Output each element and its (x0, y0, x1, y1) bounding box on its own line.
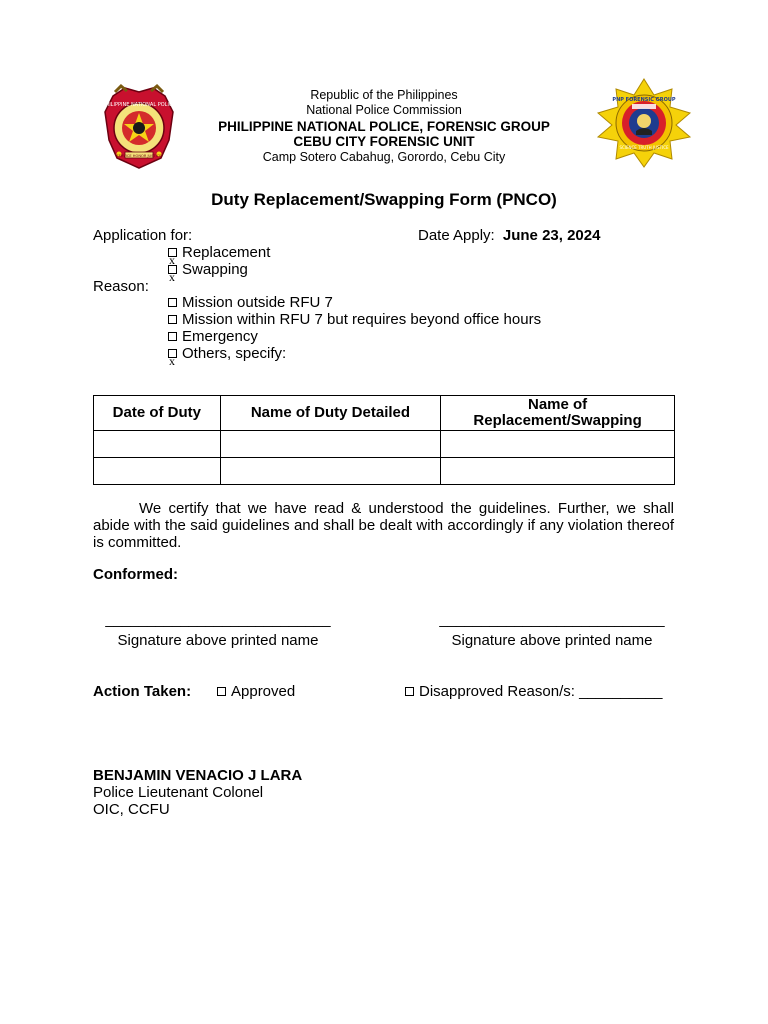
pnp-seal-text-top: PHILIPPINE NATIONAL POLICE (103, 102, 175, 108)
header-date-of-duty: Date of Duty (94, 396, 221, 431)
table-row (94, 458, 675, 485)
signature-line[interactable]: ___________________________ (105, 611, 331, 628)
reason-outside-label: Mission outside RFU 7 (182, 294, 333, 311)
reason-option-others[interactable] (168, 345, 287, 368)
reason-option-emergency[interactable] (168, 328, 258, 345)
date-apply-value: June 23, 2024 (502, 227, 601, 244)
table-cell[interactable] (220, 458, 440, 485)
pnp-forensic-group-badge-icon (596, 77, 692, 169)
disapproved-label: Disapproved Reason/s: __________ (419, 683, 663, 700)
duty-table-header-row (94, 396, 675, 431)
option-replacement[interactable] (168, 244, 271, 267)
reason-others-label: Others, specify: (182, 345, 287, 362)
date-apply (418, 227, 600, 244)
header-name-of-duty-detailed: Name of Duty Detailed (220, 396, 440, 431)
table-row (94, 431, 675, 458)
reason-within-label: Mission within RFU 7 but requires beyond office hours (182, 311, 542, 328)
letterhead-line-pnp-forensic: PHILIPPINE NATIONAL POLICE, FORENSIC GROUP (218, 119, 550, 134)
forensic-badge-text-bottom: SCIENCE TRUTH JUSTICE (619, 145, 669, 150)
signature-block-right (434, 611, 670, 649)
letterhead-line-unit: CEBU CITY FORENSIC UNIT (293, 134, 475, 149)
conformed-label: Conformed: (93, 566, 178, 583)
disapproved-checkbox[interactable] (405, 687, 414, 696)
action-taken-label: Action Taken: (93, 683, 192, 700)
reason-outside-checkbox[interactable] (168, 298, 177, 307)
table-cell[interactable] (94, 458, 221, 485)
signature-block-left (100, 611, 336, 649)
reason-option-outside[interactable] (168, 294, 333, 311)
action-disapproved[interactable] (405, 683, 663, 700)
form-title: Duty Replacement/Swapping Form (PNCO) (211, 190, 557, 209)
table-cell[interactable] (441, 458, 675, 485)
signature-line[interactable]: ___________________________ (439, 611, 665, 628)
reason-within-checkbox[interactable] (168, 315, 177, 324)
approved-checkbox[interactable] (217, 687, 226, 696)
letterhead-line-republic: Republic of the Philippines (310, 88, 458, 102)
approved-label: Approved (231, 683, 296, 700)
signatory-rank: Police Lieutenant Colonel (93, 784, 264, 801)
letterhead-line-address: Camp Sotero Cabahug, Gorordo, Cebu City (262, 150, 506, 164)
reason-emergency-checkbox[interactable] (168, 332, 177, 341)
reason-label: Reason: (93, 278, 149, 295)
signature-caption: Signature above printed name (451, 632, 653, 649)
application-for-label: Application for: (93, 227, 193, 244)
date-apply-label: Date Apply: (418, 227, 495, 244)
reason-option-within[interactable] (168, 311, 541, 328)
pnp-seal-icon (103, 82, 175, 170)
forensic-badge-text-top: PNP FORENSIC GROUP (612, 97, 676, 103)
certification-text: We certify that we have read & understood the guidelines. Further, we shall abide with the said guidelines and shall be dealt with accordingly if any violation thereof is committed. (93, 500, 674, 551)
duty-table (93, 395, 675, 485)
letterhead-line-napolcom: National Police Commission (306, 103, 462, 117)
reason-emergency-label: Emergency (182, 328, 258, 345)
signatory-name: BENJAMIN VENACIO J LARA (93, 767, 303, 784)
signature-caption: Signature above printed name (117, 632, 319, 649)
action-approved[interactable] (217, 683, 295, 700)
certification-paragraph (93, 500, 674, 551)
replacement-check-mark: x (169, 253, 175, 267)
letterhead (200, 88, 568, 165)
swapping-label: Swapping (182, 261, 248, 278)
replacement-label: Replacement (182, 244, 271, 261)
pnp-seal-text-bottom: SERVICE HONOR JUSTICE (116, 154, 162, 158)
reason-others-check-mark: x (169, 354, 175, 368)
table-cell[interactable] (220, 431, 440, 458)
table-cell[interactable] (441, 431, 675, 458)
table-cell[interactable] (94, 431, 221, 458)
signatory-position: OIC, CCFU (93, 801, 170, 818)
swapping-check-mark: x (169, 270, 175, 284)
header-name-of-replacement: Name of Replacement/Swapping (441, 396, 675, 431)
option-swapping[interactable] (168, 261, 248, 284)
